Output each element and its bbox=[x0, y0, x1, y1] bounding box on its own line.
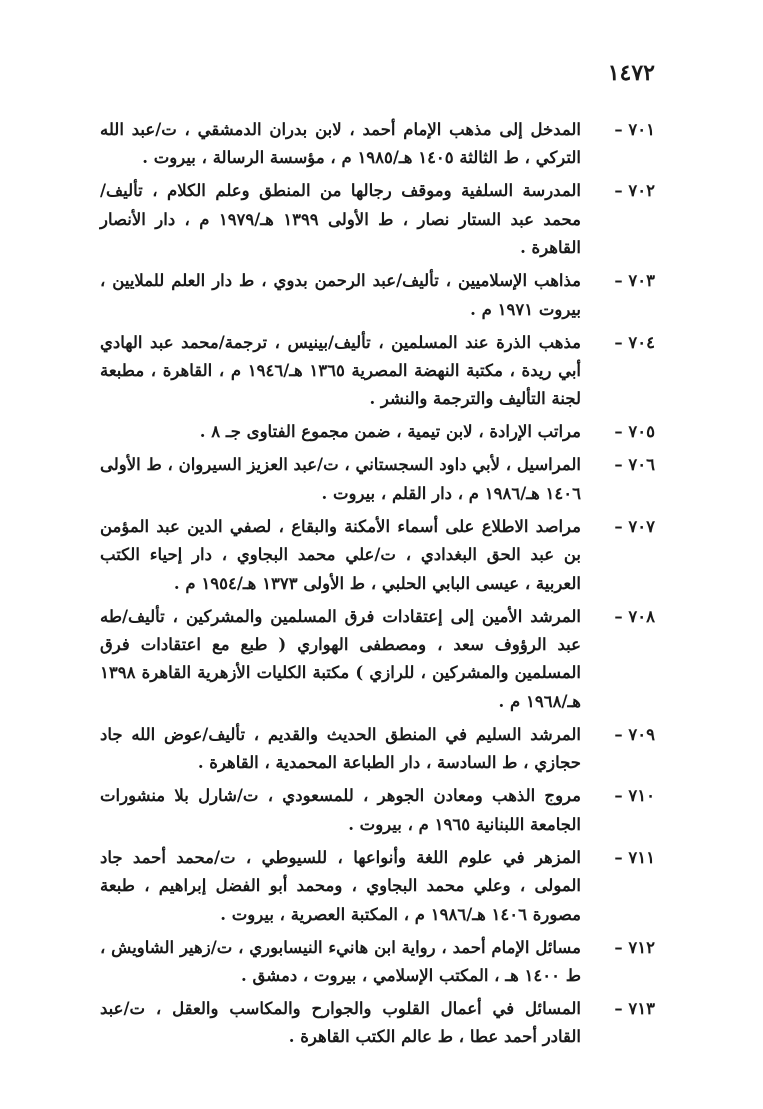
entry-number: ٧١٢ – bbox=[614, 937, 655, 957]
entry-text: المزهر في علوم اللغة وأنواعها ، للسيوطي ، ت/محمد أحمد جاد المولى ، وعلي محمد البجاوي ، ومحمد أبو الفضل إبراهيم ، طبعة مصورة ١٤٠٦ هـ/١٩٨٦ م ، المكتبة العصرية ، بيروت . bbox=[100, 847, 581, 924]
bibliography-entry bbox=[100, 995, 655, 1052]
bibliography-entry bbox=[100, 513, 655, 598]
entry-number: ٧٠١ – bbox=[614, 120, 655, 139]
entry-number: ٧١٣ – bbox=[614, 998, 655, 1018]
bibliography-entry bbox=[100, 844, 655, 929]
entry-text: المرشد السليم في المنطق الحديث والقديم ، تأليف/عوض الله جاد حجازي ، ط السادسة ، دار الطباعة المحمدية ، القاهرة . bbox=[100, 724, 581, 773]
bibliography-list bbox=[100, 116, 655, 1056]
bibliography-entry bbox=[100, 782, 655, 839]
entry-number: ٧٠٦ – bbox=[614, 455, 655, 475]
bibliography-entry bbox=[100, 418, 655, 446]
bibliography-entry bbox=[100, 934, 655, 991]
bibliography-entry bbox=[100, 177, 655, 262]
entry-text: مذهب الذرة عند المسلمين ، تأليف/بينيس ، ترجمة/محمد عبد الهادي أبي ريدة ، مكتبة النهضة المصرية ١٣٦٥ هـ/١٩٤٦ م ، القاهرة ، مطبعة لجنة التأليف والترجمة والنشر . bbox=[100, 332, 581, 409]
entry-text: المراسيل ، لأبي داود السجستاني ، ت/عبد العزيز السيروان ، ط الأولى ١٤٠٦ هـ/١٩٨٦ م ، دار القلم ، بيروت . bbox=[100, 455, 581, 503]
entry-text: المدخل إلى مذهب الإمام أحمد ، لابن بدران الدمشقي ، ت/عبد الله التركي ، ط الثالثة ١٤٠٥ هـ/١٩٨٥ م ، مؤسسة الرسالة ، بيروت . bbox=[100, 120, 581, 168]
entry-number: ٧١١ – bbox=[614, 847, 655, 867]
bibliography-entry bbox=[100, 451, 655, 508]
entry-number: ٧٠٢ – bbox=[614, 181, 655, 201]
bibliography-entry bbox=[100, 721, 655, 778]
entry-text: مسائل الإمام أحمد ، رواية ابن هانيء النيسابوري ، ت/زهير الشاويش ، ط ١٤٠٠ هـ ، المكتب الإسلامي ، بيروت ، دمشق . bbox=[100, 937, 581, 985]
entry-number: ٧٠٧ – bbox=[614, 516, 655, 536]
entry-number: ٧١٠ – bbox=[614, 786, 655, 806]
bibliography-entry bbox=[100, 267, 655, 324]
entry-text: مراتب الإرادة ، لابن تيمية ، ضمن مجموع الفتاوى جـ ٨ . bbox=[199, 422, 581, 442]
page-number: ١٤٧٢ bbox=[607, 60, 655, 86]
entry-text: مذاهب الإسلاميين ، تأليف/عبد الرحمن بدوي ، ط دار العلم للملايين ، بيروت ١٩٧١ م . bbox=[100, 271, 581, 319]
entry-number: ٧٠٤ – bbox=[614, 332, 655, 352]
entry-number: ٧٠٩ – bbox=[614, 724, 655, 744]
entry-text: المسائل في أعمال القلوب والجوارح والمكاسب والعقل ، ت/عبد القادر أحمد عطا ، ط عالم الكتب القاهرة . bbox=[100, 998, 581, 1047]
entry-number: ٧٠٨ – bbox=[614, 606, 655, 626]
entry-text: المدرسة السلفية وموقف رجالها من المنطق وعلم الكلام ، تأليف/محمد عبد الستار نصار ، ط الأولى ١٣٩٩ هـ/١٩٧٩ م ، دار الأنصار القاهرة . bbox=[100, 181, 581, 258]
entry-text: مروج الذهب ومعادن الجوهر ، للمسعودي ، ت/شارل بلا منشورات الجامعة اللبنانية ١٩٦٥ م ، بيروت . bbox=[100, 786, 581, 834]
bibliography-entry bbox=[100, 116, 655, 173]
bibliography-entry bbox=[100, 603, 655, 717]
entry-text: المرشد الأمين إلى إعتقادات فرق المسلمين والمشركين ، تأليف/طه عبد الرؤوف سعد ، ومصطفى الهواري ( طبع مع اعتقادات فرق المسلمين والمشركين ، للرازي ) مكتبة الكليات الأزهرية القاهرة ١٣٩٨ هـ/١٩٦٨ م . bbox=[100, 606, 581, 711]
entry-number: ٧٠٥ – bbox=[614, 422, 655, 442]
entry-number: ٧٠٣ – bbox=[614, 271, 655, 291]
bibliography-entry bbox=[100, 329, 655, 414]
entry-text: مراصد الاطلاع على أسماء الأمكنة والبقاع ، لصفي الدين عبد المؤمن بن عبد الحق البغدادي ، ت/علي محمد البجاوي ، دار إحياء الكتب العربية ، عيسى البابي الحلبي ، ط الأولى ١٣٧٣ هـ/١٩٥٤ م . bbox=[100, 516, 581, 593]
